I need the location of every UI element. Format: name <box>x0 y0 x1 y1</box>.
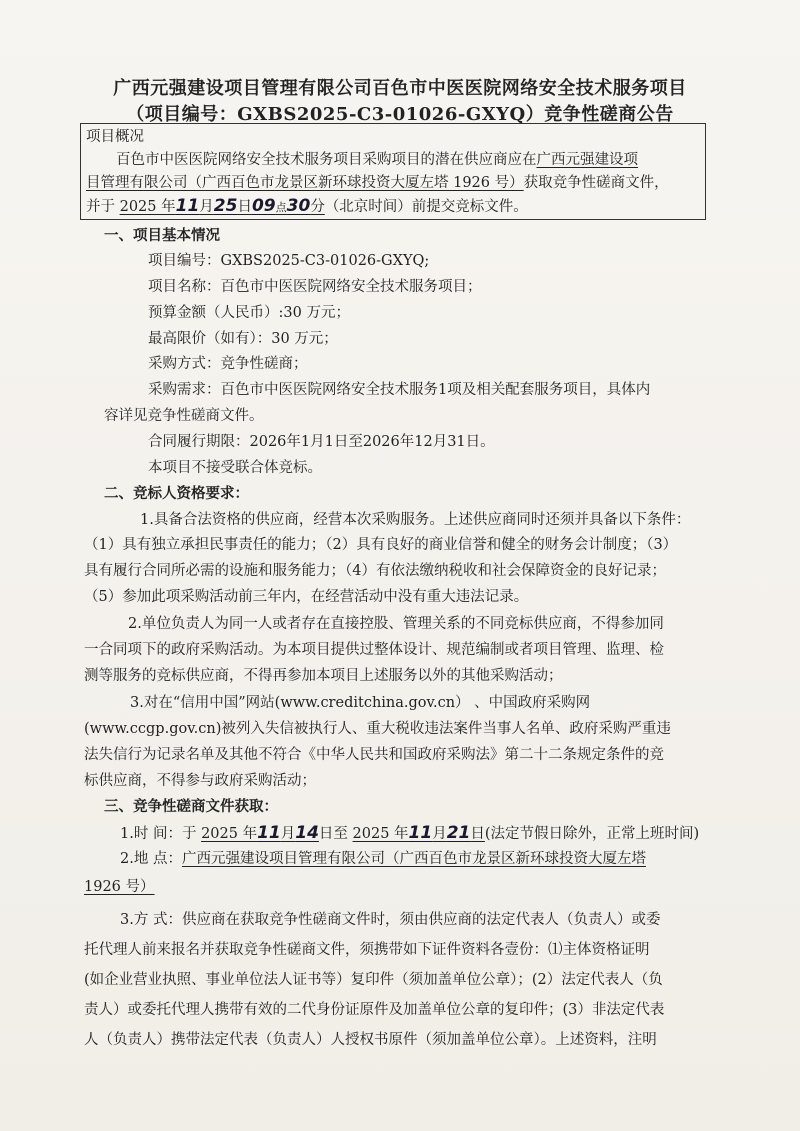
section3-place-line-2: 1926 号） <box>84 879 155 895</box>
section3-method-line: 托代理人前来报名并获取竞争性磋商文件，须携带如下证件资料各壹份：⑴主体资格证明 <box>84 942 650 958</box>
section2-line: 测等服务的竞标供应商，不得再参加本项目上述服务以外的其他采购活动； <box>84 668 563 684</box>
section3-time-line: 1.时 间：于 2025 年11月14日至 2025 年11月21日(法定节假日除外，正常上班时间) <box>120 823 700 843</box>
section2-line: 1.具备合法资格的供应商，经营本次采购服务。上述供应商同时还须并具备以下条件： <box>140 512 691 528</box>
handwritten-day-end: 21 <box>446 823 471 843</box>
overview-line-2: 目管理有限公司（广西百色市龙景区新环球投资大厦左塔 1926 号）获取竞争性磋商文件， <box>86 175 669 191</box>
section2-line: 3.对在“信用中国”网站(www.creditchina.gov.cn） 、中国政府采购网 <box>130 695 591 711</box>
section2-line: （5）参加此项采购活动前三年内，在经营活动中没有重大违法记录。 <box>84 589 529 605</box>
overview-heading: 项目概况 <box>86 129 144 145</box>
overview-line-1: 百色市中医医院网络安全技术服务项目采购项目的潜在供应商应在广西元强建设项 <box>116 152 638 168</box>
section1-item: 项目名称：百色市中医医院网络安全技术服务项目； <box>148 279 482 295</box>
handwritten-month: 11 <box>175 196 200 216</box>
section3-heading: 三、竞争性磋商文件获取： <box>104 798 278 815</box>
section2-line: 标供应商，不得参与政府采购活动； <box>84 773 316 789</box>
section1-item: 预算金额（人民币）:30 万元； <box>148 305 350 321</box>
section2-line: 具有履行合同所必需的设施和服务能力；（4）有依法缴纳税收和社会保障资金的良好记录； <box>84 563 666 579</box>
document-title-line1: 广西元强建设项目管理有限公司百色市中医医院网络安全技术服务项目 <box>113 78 687 99</box>
section3-place-line: 2.地 点：广西元强建设项目管理有限公司（广西百色市龙景区新环球投资大厦左塔 <box>120 851 646 867</box>
section3-method-line: (如企业营业执照、事业单位法人证书等）复印件（须加盖单位公章）；(2）法定代表人（负 <box>84 972 663 988</box>
handwritten-day-start: 14 <box>295 823 319 843</box>
section1-item: 采购需求：百色市中医医院网络安全技术服务1项及相关配套服务项目，具体内 <box>148 382 651 398</box>
document-title-line2: （项目编号：GXBS2025-C3-01026-GXYQ）竞争性磋商公告 <box>126 104 674 125</box>
section3-method-line: 3.方 式：供应商在获取竞争性磋商文件时，须由供应商的法定代表人（负责人）或委 <box>120 912 661 928</box>
overview-line-3: 并于 2025 年11月25日09点30分（北京时间）前提交竞标文件。 <box>86 196 528 216</box>
section1-item: 本项目不接受联合体竞标。 <box>148 460 322 476</box>
section2-heading: 二、竞标人资格要求： <box>104 485 249 502</box>
section2-line: 2.单位负责人为同一人或者存在直接控股、管理关系的不同竞标供应商，不得参加同 <box>128 616 664 632</box>
section1-item: 容详见竞争性磋商文件。 <box>104 408 264 424</box>
handwritten-month-start: 11 <box>257 823 281 843</box>
handwritten-month-end: 11 <box>408 823 433 843</box>
handwritten-day: 25 <box>213 196 238 216</box>
section2-line: 一合同项下的政府采购活动。为本项目提供过整体设计、规范编制或者项目管理、监理、检 <box>84 642 664 658</box>
section1-heading: 一、项目基本情况 <box>104 227 220 244</box>
section3-method-line: 责人）或委托代理人携带有效的二代身份证原件及加盖单位公章的复印件；(3）非法定代表 <box>84 1002 665 1018</box>
section1-item: 合同履行期限：2026年1月1日至2026年12月31日。 <box>148 434 495 450</box>
section1-item: 项目编号：GXBS2025-C3-01026-GXYQ; <box>148 253 430 269</box>
section2-line: （1）具有独立承担民事责任的能力；（2）具有良好的商业信誉和健全的财务会计制度；（3） <box>84 537 678 553</box>
section2-line: 法失信行为记录名单及其他不符合《中华人民共和国政府采购法》第二十二条规定条件的竞 <box>84 747 664 763</box>
handwritten-hour: 09 <box>251 196 276 216</box>
section1-item: 采购方式：竞争性磋商； <box>148 356 308 372</box>
section2-line: (www.ccgp.gov.cn)被列入失信被执行人、重大税收违法案件当事人名单、政府采购严重违 <box>84 721 671 737</box>
handwritten-minute: 30 <box>286 196 311 216</box>
section3-method-line: 人（负责人）携带法定代表（负责人）人授权书原件（须加盖单位公章）。上述资料，注明 <box>84 1032 657 1048</box>
section1-item: 最高限价（如有）：30 万元； <box>148 331 338 347</box>
